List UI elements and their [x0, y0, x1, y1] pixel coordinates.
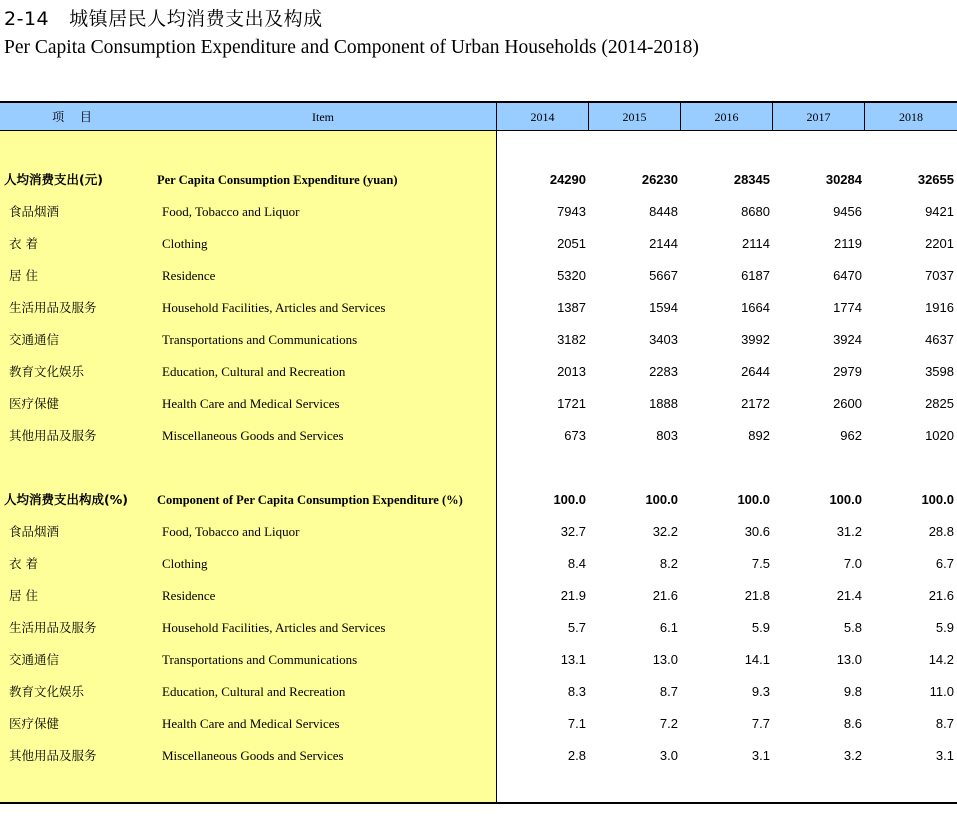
row-label-en: Miscellaneous Goods and Services [162, 748, 344, 763]
row-label-cn: 医疗保健 [9, 396, 60, 411]
row-label-en: Household Facilities, Articles and Services [162, 300, 386, 315]
value-cell-2015: 21.6 [652, 588, 678, 603]
table-row [0, 520, 957, 544]
value-cell-2015: 1594 [649, 300, 678, 315]
row-label-cn: 其他用品及服务 [9, 748, 97, 763]
row-label-cn: 人均消费支出构成(%) [4, 492, 128, 507]
value-cell-2018: 4637 [925, 332, 954, 347]
value-cell-2016: 14.1 [744, 652, 770, 667]
header-year-2015: 2015 [622, 110, 647, 124]
value-cell-2015: 32.2 [652, 524, 678, 539]
value-cell-2015: 7.2 [659, 716, 678, 731]
value-cell-2018: 14.2 [928, 652, 954, 667]
value-cell-2014: 8.4 [567, 556, 586, 571]
value-cell-2018: 21.6 [928, 588, 954, 603]
value-cell-2018: 7037 [925, 268, 954, 283]
row-label-cn: 其他用品及服务 [9, 428, 97, 443]
header-item-en: Item [312, 110, 334, 124]
value-cell-2014: 100.0 [553, 492, 586, 507]
value-cell-2018: 2825 [925, 396, 954, 411]
row-label-en: Education, Cultural and Recreation [162, 684, 346, 699]
value-cell-2017: 9456 [833, 204, 862, 219]
row-label-cn: 衣 着 [9, 556, 38, 571]
value-cell-2016: 3.1 [751, 748, 770, 763]
row-label-en: Health Care and Medical Services [162, 716, 340, 731]
value-cell-2015: 2283 [649, 364, 678, 379]
row-label-cn: 衣 着 [9, 236, 38, 251]
row-label-en: Food, Tobacco and Liquor [162, 204, 300, 219]
value-cell-2014: 5.7 [567, 620, 586, 635]
value-cell-2015: 5667 [649, 268, 678, 283]
table-row [0, 264, 957, 288]
value-cell-2017: 13.0 [836, 652, 862, 667]
value-cell-2015: 6.1 [659, 620, 678, 635]
value-cell-2017: 21.4 [836, 588, 862, 603]
value-cell-2014: 7.1 [567, 716, 586, 731]
row-label-cn: 食品烟酒 [9, 524, 60, 539]
value-cell-2016: 7.7 [751, 716, 770, 731]
value-cell-2014: 24290 [549, 172, 586, 187]
row-label-en: Food, Tobacco and Liquor [162, 524, 300, 539]
value-cell-2016: 100.0 [737, 492, 770, 507]
value-cell-2015: 13.0 [652, 652, 678, 667]
table-row [0, 616, 957, 640]
value-cell-2015: 2144 [649, 236, 678, 251]
table-row [0, 360, 957, 384]
header-year-2016: 2016 [714, 110, 739, 124]
value-cell-2018: 100.0 [921, 492, 954, 507]
value-cell-2017: 2979 [833, 364, 862, 379]
value-cell-2014: 7943 [557, 204, 586, 219]
row-label-en: Education, Cultural and Recreation [162, 364, 346, 379]
value-cell-2017: 3924 [833, 332, 862, 347]
value-cell-2016: 2644 [741, 364, 770, 379]
value-cell-2018: 8.7 [935, 716, 954, 731]
value-cell-2016: 7.5 [751, 556, 770, 571]
row-label-cn: 交通通信 [9, 332, 60, 347]
value-cell-2014: 2013 [557, 364, 586, 379]
table-row [0, 232, 957, 256]
value-cell-2017: 2600 [833, 396, 862, 411]
table-title-cn-text: 城镇居民人均消费支出及构成 [69, 8, 323, 30]
header-item-cn: 项 目 [52, 110, 98, 124]
value-cell-2016: 2114 [742, 236, 770, 251]
value-cell-2014: 1387 [557, 300, 586, 315]
value-cell-2018: 1020 [925, 428, 954, 443]
value-cell-2014: 2.8 [567, 748, 586, 763]
value-cell-2016: 21.8 [744, 588, 770, 603]
value-cell-2014: 21.9 [560, 588, 586, 603]
value-cell-2015: 3.0 [659, 748, 678, 763]
value-cell-2015: 100.0 [645, 492, 678, 507]
row-label-en: Health Care and Medical Services [162, 396, 340, 411]
row-label-en: Component of Per Capita Consumption Expenditure (%) [157, 493, 463, 507]
value-cell-2017: 5.8 [843, 620, 862, 635]
row-label-en: Clothing [162, 556, 208, 571]
value-cell-2017: 9.8 [843, 684, 862, 699]
row-label-en: Clothing [162, 236, 208, 251]
value-cell-2016: 1664 [741, 300, 770, 315]
row-label-cn: 交通通信 [9, 652, 60, 667]
value-cell-2015: 26230 [641, 172, 678, 187]
value-cell-2018: 6.7 [935, 556, 954, 571]
table-row [0, 200, 957, 224]
value-cell-2017: 962 [840, 428, 862, 443]
row-label-cn: 居 住 [9, 588, 38, 603]
table-code: 2-14 [4, 8, 50, 30]
row-label-cn: 教育文化娱乐 [9, 364, 85, 379]
row-label-cn: 人均消费支出(元) [4, 172, 103, 187]
table-title-english: Per Capita Consumption Expenditure and Component of Urban Households (2014-2018) [4, 37, 699, 58]
header-year-2014: 2014 [530, 110, 555, 124]
value-cell-2017: 6470 [833, 268, 862, 283]
value-cell-2018: 32655 [917, 172, 954, 187]
value-cell-2015: 3403 [649, 332, 678, 347]
value-cell-2016: 892 [748, 428, 770, 443]
row-label-en: Household Facilities, Articles and Services [162, 620, 386, 635]
value-cell-2014: 3182 [557, 332, 586, 347]
table-row [0, 552, 957, 576]
row-label-en: Residence [162, 268, 216, 283]
value-cell-2018: 9421 [925, 204, 954, 219]
value-cell-2017: 2119 [834, 236, 862, 251]
section-total-row [0, 168, 957, 192]
value-cell-2017: 30284 [825, 172, 862, 187]
value-cell-2018: 3.1 [935, 748, 954, 763]
value-cell-2014: 673 [564, 428, 586, 443]
table-row [0, 392, 957, 416]
value-cell-2018: 5.9 [935, 620, 954, 635]
value-cell-2014: 1721 [557, 396, 586, 411]
value-cell-2015: 8448 [649, 204, 678, 219]
value-cell-2018: 11.0 [929, 684, 954, 699]
value-cell-2018: 3598 [925, 364, 954, 379]
value-cell-2016: 8680 [741, 204, 770, 219]
row-label-en: Miscellaneous Goods and Services [162, 428, 344, 443]
row-label-cn: 居 住 [9, 268, 38, 283]
value-cell-2018: 1916 [925, 300, 954, 315]
value-cell-2014: 5320 [557, 268, 586, 283]
row-label-en: Per Capita Consumption Expenditure (yuan) [157, 173, 398, 187]
table-row [0, 584, 957, 608]
table-row [0, 712, 957, 736]
value-cell-2015: 8.2 [659, 556, 678, 571]
value-cell-2016: 28345 [733, 172, 770, 187]
table-row [0, 680, 957, 704]
row-label-cn: 生活用品及服务 [9, 300, 97, 315]
table-title-chinese [4, 4, 323, 31]
table-row [0, 328, 957, 352]
value-cell-2016: 9.3 [751, 684, 770, 699]
value-cell-2014: 8.3 [567, 684, 586, 699]
row-label-cn: 教育文化娱乐 [9, 684, 85, 699]
value-cell-2018: 28.8 [928, 524, 954, 539]
header-year-2017: 2017 [806, 110, 831, 124]
value-cell-2016: 2172 [741, 396, 770, 411]
table-row [0, 648, 957, 672]
row-label-en: Residence [162, 588, 216, 603]
value-cell-2014: 13.1 [560, 652, 586, 667]
section-total-row [0, 488, 957, 512]
value-cell-2016: 5.9 [751, 620, 770, 635]
row-label-cn: 医疗保健 [9, 716, 60, 731]
value-cell-2017: 3.2 [843, 748, 862, 763]
value-cell-2014: 32.7 [560, 524, 586, 539]
value-cell-2017: 100.0 [829, 492, 862, 507]
header-year-2018: 2018 [899, 110, 923, 124]
value-cell-2014: 2051 [557, 236, 586, 251]
row-label-cn: 食品烟酒 [9, 204, 60, 219]
value-cell-2017: 31.2 [836, 524, 862, 539]
table-row [0, 424, 957, 448]
value-cell-2015: 8.7 [659, 684, 678, 699]
value-cell-2017: 7.0 [843, 556, 862, 571]
value-cell-2015: 803 [656, 428, 678, 443]
bottom-rule [0, 802, 957, 804]
table-row [0, 744, 957, 768]
table-row [0, 296, 957, 320]
value-cell-2015: 1888 [649, 396, 678, 411]
row-label-cn: 生活用品及服务 [9, 620, 97, 635]
value-cell-2018: 2201 [925, 236, 954, 251]
value-cell-2016: 3992 [741, 332, 770, 347]
value-cell-2017: 1774 [833, 300, 862, 315]
value-cell-2016: 6187 [741, 268, 770, 283]
value-cell-2017: 8.6 [843, 716, 862, 731]
value-cell-2016: 30.6 [744, 524, 770, 539]
row-label-en: Transportations and Communications [162, 652, 358, 667]
row-label-en: Transportations and Communications [162, 332, 358, 347]
